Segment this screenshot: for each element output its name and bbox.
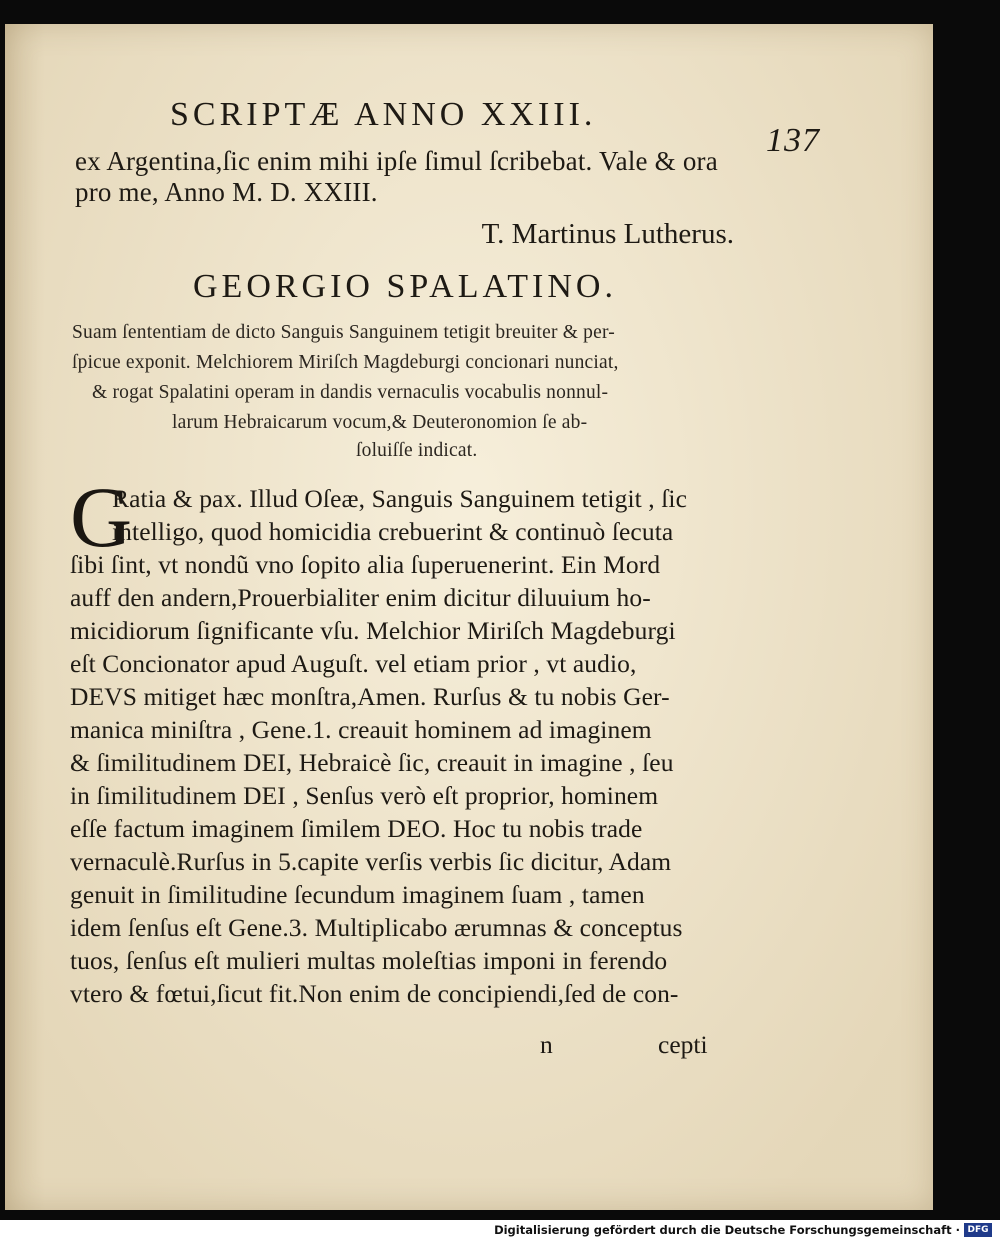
catchword: cepti [658,1030,708,1059]
summary-line: & rogat Spalatini operam in dandis vernaculis vocabulis nonnul- [92,382,609,403]
summary-line: ſoluiſſe indicat. [356,440,478,461]
letter-signature: T. Martinus Lutherus. [481,218,734,250]
letter-addressee: GEORGIO SPALATINO. [193,268,617,305]
body-line: & ſimilitudinem DEI, Hebraicè ſic, creauit in imagine , ſeu [70,748,674,777]
body-line: vernaculè.Rurſus in 5.capite verſis verbis ſic dicitur, Adam [70,847,672,876]
body-line: in ſimilitudinem DEI , Senſus verò eſt proprior, hominem [70,781,659,810]
body-line: manica miniſtra , Gene.1. creauit hominem ad imaginem [70,715,652,744]
dfg-logo: DFG [964,1223,992,1237]
body-line: vtero & fœtui,ſicut fit.Non enim de concipiendi,ſed de con- [70,979,679,1008]
body-line: eſt Concionator apud Auguſt. vel etiam prior , vt audio, [70,649,637,678]
body-line: idem ſenſus eſt Gene.3. Multiplicabo ærumnas & conceptus [70,913,683,942]
body-line: genuit in ſimilitudine ſecundum imaginem ſuam , tamen [70,880,645,909]
body-line: intelligo, quod homicidia crebuerint & continuò ſecuta [112,517,674,546]
page-number: 137 [766,122,820,159]
funding-credit: Digitalisierung gefördert durch die Deutsche Forschungsgemeinschaft · [494,1223,960,1237]
body-line: eſſe factum imaginem ſimilem DEO. Hoc tu nobis trade [70,814,643,843]
body-line: ſibi ſint, vt nondũ vno ſopito alia ſuperuenerint. Ein Mord [70,550,661,579]
body-line: Ratia & pax. Illud Oſeæ, Sanguis Sanguinem tetigit , ſic [112,484,688,513]
body-line: DEVS mitiget hæc monſtra,Amen. Rurſus & tu nobis Ger- [70,682,670,711]
body-line: tuos, ſenſus eſt mulieri multas moleſtias imponi in ferendo [70,946,668,975]
summary-line: ſpicue exponit. Melchiorem Miriſch Magdeburgi concionari nunciat, [72,352,619,373]
summary-line: Suam ſententiam de dicto Sanguis Sanguinem tetigit breuiter & per- [72,322,615,343]
previous-letter-line: ex Argentina,ſic enim mihi ipſe ſimul ſcribebat. Vale & ora [75,146,718,176]
summary-line: larum Hebraicarum vocum,& Deuteronomion ſe ab- [172,412,588,433]
body-line: auff den andern,Prouerbialiter enim dicitur diluuium ho- [70,583,651,612]
signature-mark: n [540,1030,553,1059]
drop-cap: G [70,469,133,565]
body-line: micidiorum ſignificante vſu. Melchior Miriſch Magdeburgi [70,616,676,645]
running-head: SCRIPTÆ ANNO XXIII. [170,96,597,133]
previous-letter-line: pro me, Anno M. D. XXIII. [75,177,378,207]
